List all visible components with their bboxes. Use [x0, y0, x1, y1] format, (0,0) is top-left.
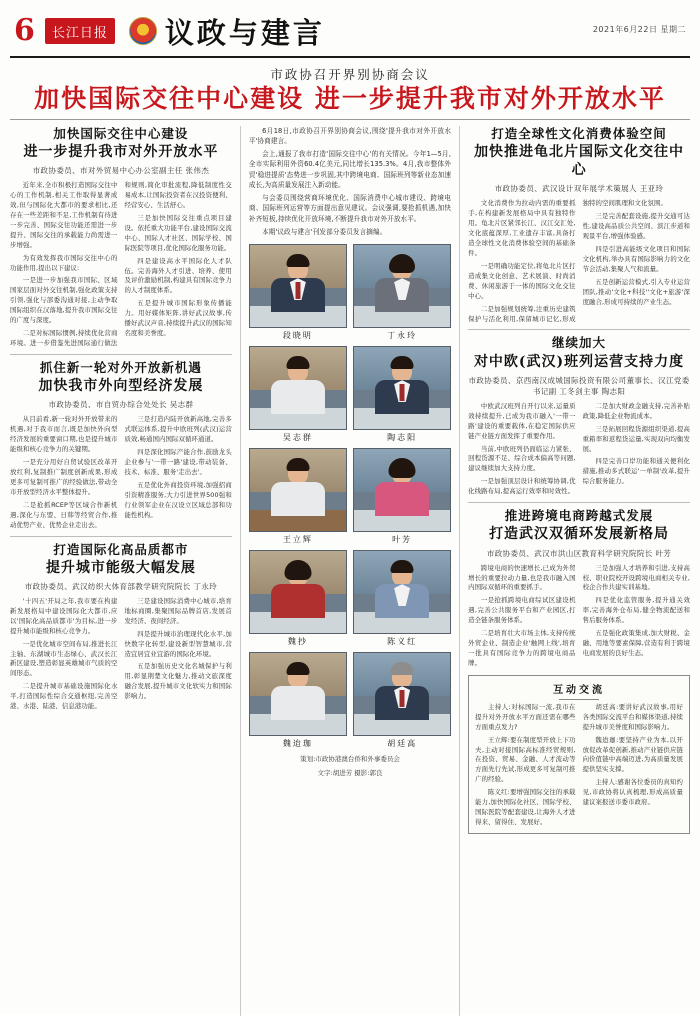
article-divider — [468, 502, 690, 503]
photo-body — [271, 686, 325, 720]
photo-head — [288, 563, 308, 586]
photo-hair — [286, 356, 309, 369]
photo-person — [375, 257, 429, 312]
photo-person — [375, 665, 429, 720]
article-left-2 — [10, 360, 232, 531]
article-title-line2: 加快我市外向型经济发展 — [38, 378, 204, 395]
article-body — [468, 564, 690, 669]
photo-shirt — [394, 584, 410, 606]
photo-person — [271, 359, 325, 414]
paragraph: 一是明确功能定位,将龟北片区打造成集文化创意、艺术展演、时尚消费、休闲旅游于一体的国际文化交往中心。 — [468, 261, 576, 300]
delegate-photo-cell — [249, 652, 347, 749]
article-right-1 — [468, 126, 690, 325]
delegate-photo — [249, 448, 347, 532]
delegate-name: 王立辉 — [282, 534, 313, 544]
photo-head — [288, 257, 308, 280]
paragraph: 五是强化政策集成,加大财税、金融、用地等要素保障,营造有利于跨境电商发展的良好生态。 — [582, 629, 690, 657]
photo-person — [271, 563, 325, 618]
article-title-line1: 推进跨境电商跨越式发展 — [504, 508, 654, 524]
delegate-photo-cell — [249, 448, 347, 545]
article-title-line1: 继续加大 — [552, 335, 607, 351]
paragraph: 本期'议政与建言'刊发部分委员发言摘编。 — [262, 227, 387, 236]
photo-head — [392, 563, 412, 586]
paragraph: 四是深化国际产能合作,鼓励龙头企业参与'一带一路'建设,带动装备、技术、标准、服务'走出去'。 — [124, 448, 232, 476]
paragraph: 三是加快国际交往重点项目建设。依托重大功能平台,建设国际交流中心、国际人才社区、国际学校、国际医院等项目,优化国际化服务功能。 — [124, 213, 232, 252]
article-right-2 — [468, 335, 690, 497]
photo-head — [288, 359, 308, 382]
photo-tie — [400, 690, 405, 707]
photo-person — [375, 563, 429, 618]
delegate-name: 叶芳 — [392, 534, 413, 544]
photo-body — [375, 686, 429, 720]
delegate-name: 吴志群 — [282, 432, 313, 442]
article-left-3 — [10, 542, 232, 713]
column-rule — [240, 126, 241, 1016]
headline-kicker: 市政协召开界别协商会议 — [270, 67, 430, 82]
article-body — [10, 181, 232, 349]
box-title: 互动交流 — [553, 684, 606, 696]
paragraph: 四是引进高能级文化项目和国际文化机构,举办具有国际影响力的文化节会活动,集聚人气和流量。 — [582, 245, 690, 273]
paragraph: 三是打造内陆开放新高地,完善多式联运体系,提升中欧班列(武汉)运营质效,畅通国内国际双循环通道。 — [124, 415, 232, 444]
box-rule — [559, 699, 599, 700]
delegate-photo — [353, 652, 451, 736]
article-title-line2: 对中欧(武汉)班列运营支持力度 — [473, 353, 685, 370]
article-byline: 市政协委员、武汉纺织大体育部教学研究院院长 丁永玲 — [24, 581, 218, 591]
photo-grid-credit: 文字:胡进芳 摄影:郭良 — [317, 768, 383, 777]
paragraph: 为有效发挥我市国际交往中心的功能作用,提出以下建议: — [10, 253, 118, 272]
column-rule — [459, 126, 460, 1016]
photo-hair — [391, 560, 414, 573]
paragraph: 胡廷高:要讲好武汉故事,用好各类国际交流平台和媒体渠道,持续提升城市美誉度和国际影响力。 — [582, 702, 683, 731]
delegate-photo — [353, 448, 451, 532]
photo-body — [271, 584, 325, 618]
paragraph: 三是建设国际消费中心城市,培育地标商圈,集聚国际品牌首店,发展首发经济、夜间经济。 — [124, 596, 232, 625]
article-byline: 市政协委员、武汉设计双年展学术策展人 王亚玲 — [494, 184, 664, 194]
paragraph: 主持人:对标国际一流,我市在提升对外开放水平方面还需在哪些方面重点发力? — [475, 702, 576, 731]
delegate-photo — [353, 244, 451, 328]
delegate-photo-cell — [249, 244, 347, 341]
delegate-name: 段晓明 — [282, 330, 313, 340]
paragraph: 一是进一步加强我市国际、区域国家层面对外交往机制,强化政策支持引领,强化与部委沟通对接,主动争取国际组织在汉落地,提升我市国际交往的广度与深度。 — [10, 276, 118, 325]
paragraph: 二是对标国际惯例,持续优化营商环境。进一步借鉴先进国际通行做法和规则,简化审批流程,降低制度性交易成本,让国际投资者在汉投资便利、经营安心、生活舒心。 — [10, 181, 232, 348]
paragraph: 6月18日,市政协召开界别协商会议,围绕'提升我市对外开放水平'协商建言。 — [248, 126, 452, 145]
photo-body — [271, 380, 325, 414]
article-byline: 市政协委员、市自贸办综合处处长 吴志群 — [48, 400, 194, 410]
paragraph: 四是提升城市治理现代化水平,加快数字化转型,建设新型智慧城市,营造宜居宜业宜游的国际化环境。 — [124, 629, 232, 658]
paragraph: 五是提升城市国际形象传播能力。用好媒体矩阵,讲好武汉故事,传播好武汉声音,持续提升武汉的国际知名度和美誉度。 — [124, 299, 232, 338]
paragraph: 三是完善配套设施,提升交通可达性,建设高品质公共空间、滨江步道和观景平台,增强体验感。 — [582, 212, 690, 241]
paragraph: 魏迨珈:要坚持产业为本,以开放促改革促创新,推动产业链供应链向价值链中高端迈进,为高质量发展提供坚实支撑。 — [582, 735, 683, 774]
photo-person — [271, 257, 325, 312]
delegate-photo-grid — [249, 244, 451, 749]
delegate-photo-cell — [249, 346, 347, 443]
paragraph: 从目前看,新一轮对外开放带来的机遇,对于我市而言,既是加快外向型经济发展的重要窗口期,也是提升城市能级和核心竞争力的关键期。 — [10, 415, 118, 454]
paragraph: 二是培育壮大市场主体,支持传统外贸企业、制造企业'触网上线',培育一批具有国际竞争力的跨境电商品牌。 — [468, 629, 576, 667]
delegate-photo-cell — [353, 244, 451, 341]
delegate-name: 胡廷高 — [387, 738, 418, 748]
article-title-line1: 打造国际化高品质都市 — [53, 541, 189, 557]
article-right-3 — [468, 508, 690, 669]
article-byline: 市政协委员、武汉市洪山区教育科学研究院院长 叶芳 — [486, 548, 672, 558]
article-body — [10, 597, 232, 712]
photo-tie — [400, 384, 405, 401]
article-byline: 市政协委员、市对外贸易中心办公室副主任 张伟杰 — [32, 166, 210, 176]
paragraph: 会上,通报了我市打造'国际交往中心'的有关情况。今年1—5月,全市实际利用外资60.4亿美元,同比增长135.3%。4月,我市整体外贸'稳进提质'态势进一步巩固,其中跨境电商、国际班列等新业态加速成长,为高质量发展注入新动能。 — [248, 150, 452, 189]
article-title-line2: 加快推进龟北片国际文化交往中心 — [474, 144, 685, 179]
delegate-photo — [249, 346, 347, 430]
paragraph: 陈义红:要增强国际交往的承载能力,加快国际化社区、国际学校、国际医院等配套建设,让海外人才进得来、留得住、发展好。 — [475, 788, 576, 826]
paragraph: 一是充分用好自贸试验区改革开放红利,复制推广制度创新成果,形成更多可复制可推广的经验做法,带动全市开放型经济水平整体提升。 — [10, 458, 118, 496]
photo-body — [271, 482, 325, 516]
paragraph: 四是建设高水平国际化人才队伍。完善海外人才引进、培养、使用及评价激励机制,构建具有国际竞争力的人才制度体系。 — [124, 256, 232, 295]
photo-head — [392, 665, 412, 688]
article-title-line2: 提升城市能级大幅发展 — [45, 559, 196, 576]
article-left-1 — [10, 126, 232, 349]
paragraph: 二是加强规划统筹,注重历史建筑保护与活化利用,保留城市记忆,形成独特的空间肌理和文化氛围。 — [468, 199, 667, 323]
paragraph: 五是创新运营模式,引入专业运营团队,推动'文化+科技''文化+旅游'深度融合,形成可持续的产业生态。 — [582, 277, 690, 306]
article-title-line2: 打造武汉双循环发展新格局 — [489, 526, 670, 543]
paragraph: 二是提升城市基础设施国际化水平,打造国际性综合交通枢纽,完善空港、水港、陆港、信息港功能。 — [10, 682, 118, 711]
photo-hair — [389, 458, 416, 478]
header-divider — [10, 119, 690, 120]
paragraph: 一是优化城市空间布局,推进长江主轴、东湖城市生态绿心、武汉长江新区建设,塑造彰显英雄城市气质的空间形态。 — [10, 639, 118, 678]
photo-head — [392, 359, 412, 382]
paragraph: 一是抢抓跨境电商综试区建设机遇,完善公共服务平台和产业园区,打造全链条服务体系。 — [468, 596, 576, 625]
paragraph: 三是拓展回程货源组织渠道,提高重箱率和返程货运量,实现双向均衡发展。 — [582, 424, 690, 453]
columns-container — [10, 126, 690, 1016]
article-title-line2: 进一步提升我市对外开放水平 — [23, 144, 219, 160]
delegate-photo — [249, 550, 347, 634]
lead-story-body — [249, 126, 451, 240]
left-column — [10, 126, 232, 1016]
photo-hair — [391, 356, 414, 369]
photo-body — [375, 380, 429, 414]
article-byline: 市政协委员、京西南汉成城国际投资有限公司董事长、汉江党委书记副 工冬剑主事 陶志阳 — [468, 375, 690, 396]
paragraph: 当前,中欧班列仍面临运力紧张、回程货源不足、综合成本偏高等问题,建议继续加大支持力度。 — [468, 444, 576, 473]
article-body — [468, 199, 690, 324]
issue-date: 2021年6月22日 星期二 — [592, 25, 686, 34]
paragraph: 四是完善口岸功能和通关便利化措施,推动多式联运'一单制'改革,提升综合服务能力。 — [582, 457, 690, 486]
paragraph: 三是加强人才培养和引进,支持高校、职业院校开设跨境电商相关专业,校企合作共建实训基地。 — [582, 563, 690, 592]
masthead — [10, 8, 690, 58]
paragraph: 跨境电商的快速增长,已成为外贸增长的重要拉动力量,也是我市融入国内国际双循环的重要抓手。 — [468, 563, 576, 592]
photo-head — [392, 257, 412, 280]
delegate-photo-cell — [353, 652, 451, 749]
photo-hair — [286, 662, 309, 675]
box-body — [475, 703, 683, 828]
paragraph: 近年来,全市积极打造国际交往中心的工作机制,相关工作取得显著成效,但与国际化大都市的要求相比,还存在一些差距和不足,工作机制有待进一步完善、国际交往功能还需进一步提升、国际交往的承载能力尚需进一步增强。 — [10, 181, 118, 249]
cppcc-emblem-icon — [129, 17, 157, 45]
right-column — [468, 126, 690, 1016]
paragraph: 二是抢抓RCEP等区域合作新机遇,深化与东盟、日韩等经贸合作,推动优势产业、优势企业走出去。 — [10, 500, 118, 529]
delegate-photo — [249, 244, 347, 328]
paragraph: 五是加强历史文化名城保护与利用,彰显荆楚文化魅力,推动文旅深度融合发展,提升城市文化软实力和国际影响力。 — [124, 662, 232, 701]
photo-head — [288, 461, 308, 484]
photo-person — [271, 461, 325, 516]
photo-person — [375, 359, 429, 414]
photo-body — [375, 584, 429, 618]
photo-grid-caption: 策划:市政协港澳台侨和外事委员会 — [300, 754, 400, 763]
photo-person — [375, 461, 429, 516]
paragraph: 王立辉:要在制度型开放上下功夫,主动对接国际高标准经贸规则,在投资、贸易、金融、人才流动等方面先行先试,形成更多可复制可推广的经验。 — [475, 735, 576, 784]
article-divider — [10, 354, 232, 355]
delegate-photo-cell — [353, 346, 451, 443]
page-number: 6 — [14, 13, 35, 48]
delegate-name: 陶志阳 — [387, 432, 418, 442]
photo-hair — [389, 254, 415, 273]
photo-body — [271, 278, 325, 312]
photo-body — [375, 482, 429, 516]
delegate-photo — [353, 550, 451, 634]
paragraph: 二是加大财政金融支持,完善补贴政策,降低企业物流成本。 — [582, 401, 690, 420]
paragraph: 五是优化外商投资环境,加强招商引资精准服务,大力引进世界500强和行业领军企业在汉设立区域总部和功能性机构。 — [124, 480, 232, 519]
section-title: 议政与建言 — [164, 15, 325, 50]
paragraph: 主持人:感谢各位委员的真知灼见,市政协将认真梳理,形成高质量建议案报送市委市政府。 — [582, 778, 683, 807]
delegate-name: 魏抄 — [287, 636, 308, 646]
photo-tie — [295, 282, 300, 299]
article-title-line1: 加快国际交往中心建设 — [53, 125, 189, 141]
delegate-name: 陈义红 — [387, 636, 418, 646]
photo-hair — [286, 458, 309, 471]
page-title: 加快国际交往中心建设 进一步提升我市对外开放水平 — [34, 84, 666, 113]
article-divider — [468, 329, 690, 330]
photo-hair — [286, 254, 309, 267]
paragraph: 与会委员围绕营商环境优化、国际消费中心城市建设、跨境电商、国际班列运营等方面提出意见建议。会议强调,要抢抓机遇,加快补齐短板,持续优化开放环境,不断提升我市对外开放水平。 — [248, 194, 452, 223]
article-divider — [10, 536, 232, 537]
delegate-photo — [353, 346, 451, 430]
paragraph: '十四五'开局之年,我市要在构建新发展格局中建设国际化大都市,应以'国际化高品质都市'为目标,进一步提升城市能级和核心竞争力。 — [10, 596, 118, 635]
photo-head — [288, 665, 308, 688]
delegate-photo-cell — [249, 550, 347, 647]
paragraph: 四是优化监管服务,提升通关效率,完善海外仓布局,健全物流配送和售后服务体系。 — [582, 596, 690, 625]
delegate-name: 魏迨珈 — [282, 738, 313, 748]
paragraph: 一是加强顶层设计和统筹协调,优化线路布局,提高运行效率和时效性。 — [468, 477, 576, 496]
article-body — [10, 415, 232, 530]
paragraph: 中欧武汉班列自开行以来,运量质效持续提升,已成为我市融入'一带一路'建设的重要载体,在稳定国际供应链产业链方面发挥了重要作用。 — [468, 401, 576, 440]
delegate-photo-cell — [353, 550, 451, 647]
article-title-line1: 抓住新一轮对外开放新机遇 — [39, 359, 202, 375]
delegate-photo — [249, 652, 347, 736]
photo-shirt — [394, 278, 410, 300]
article-title-line1: 打造全球性文化消费体验空间 — [491, 125, 667, 141]
delegate-name: 丁永玲 — [387, 330, 418, 340]
photo-head — [392, 461, 412, 484]
photo-hair — [391, 662, 414, 675]
article-body — [468, 402, 690, 497]
photo-body — [375, 278, 429, 312]
interactive-exchange-box — [468, 675, 690, 834]
paper-logo: 长江日报 — [45, 18, 115, 44]
middle-column — [249, 126, 451, 1016]
photo-hair — [284, 560, 311, 580]
delegate-photo-cell — [353, 448, 451, 545]
photo-person — [271, 665, 325, 720]
paragraph: 文化消费作为拉动内需的重要抓手,在构建新发展格局中具有独特作用。龟北片区紧邻长江、汉江交汇处,文化底蕴深厚,工业遗存丰富,具备打造全球性文化消费体验空间的基础条件。 — [468, 199, 576, 257]
